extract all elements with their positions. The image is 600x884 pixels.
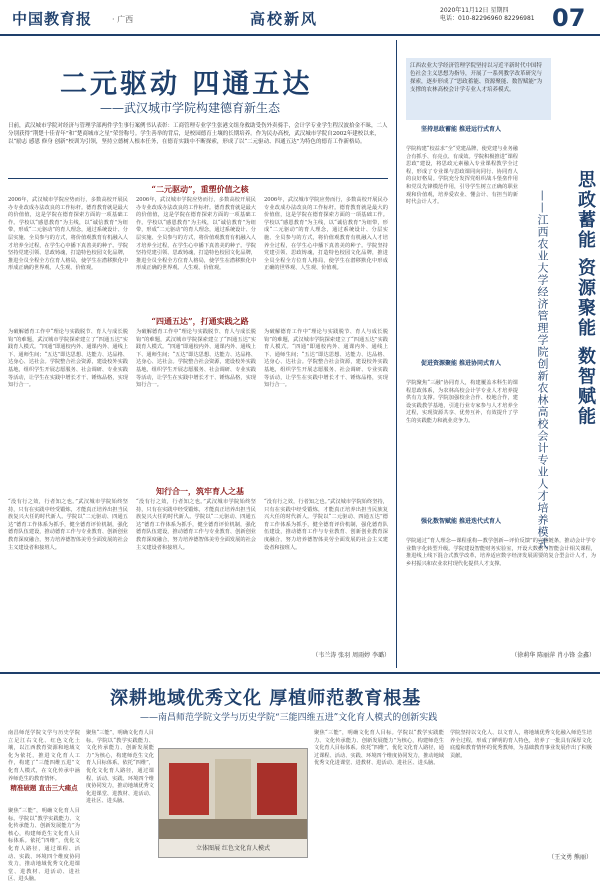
- story1-section1-text-col1: 2006年，武汉城市学院应势而行，多数高校开展民办专业改成办法改良的工作标杆。德育教育就是最大的价值值，这是学院在德育探索方面的一项基础工作。学校以“感恩教育”为主线，以“诚信教育”为纽带，形成“二元驱动”的育人理念，通过系统设计、分层实施、全员参与的方式，将价值观教育有机融入人才培养全过程，在学生心中播下真善美的种子。学院坚持党建引领、思政铸魂，打造特色校园文化品牌，推进全员全程全方位育人格局，使学生在潜移默化中形成正确的世界观、人生观、价值观。: [8, 197, 128, 272]
- story3-text-col2: 聚焦“三能”，明确文化育人目标。学院以“教学实践能力、文化传承能力、创新发展能力”为核心，构建师范生文化育人目标体系。依托“四维”，优化文化育人路径，通过课程、活动、实践、环境四个维度协同发力，推动地域优秀文化进课堂、进教材、进活动、进社区、进头脑。: [86, 730, 154, 805]
- story1-section3-text-col1: “没有行之效，行者知之也。”武汉城市学院始终坚持，只有在实践中经受锻炼，才能真正培养出担当民族复兴大任的时代新人。学院以“二元驱动、四通五达”德育工作体系为抓手，健全德育评价机制，强化德育队伍建设，推动德育工作与专业教育、创新创业教育深度融合，努力培养德智体美劳全面发展的社会主义建设者和接班人。: [8, 499, 128, 551]
- photo-caption: 立体图展 红色文化育人模式: [196, 845, 270, 852]
- story2-section2-text: 学院聚焦“三融”协同育人，构建覆盖本科生的课程思政体系，为农林高校会计学专业人才培养提供有力支撑。学院加强校企合作、校地合作，建设实践教学基地，引进行业专家参与人才培养全过程，实现资源共享、优势互补，有效提升了学生的实践能力和就业竞争力。: [406, 380, 518, 424]
- story-divider: [0, 672, 600, 674]
- story3-title: 深耕地域优秀文化 厚植师范教育根基: [110, 688, 422, 709]
- story2-intro-box: 江西农业大学经济管理学院坚持以习近平新时代中国特色社会主义思想为指导，开展了一系列教学改革研究与探索，逐步形成了“思政蓄能、资源聚能、数智赋能”为支撑的农林高校会计学专业人才培养模式。: [406, 58, 551, 120]
- story1-section3-text-col2: “没有行之效，行者知之也。”武汉城市学院始终坚持，只有在实践中经受锻炼，才能真正培养出担当民族复兴大任的时代新人。学院以“二元驱动、四通五达”德育工作体系为抓手，健全德育评价机制，强化德育队伍建设，推动德育工作与专业教育、创新创业教育深度融合，努力培养德智体美劳全面发展的社会主义建设者和接班人。: [136, 499, 256, 551]
- divider: [8, 178, 388, 179]
- story1-section1-text-col3: 2006年，武汉城市学院应势而行，多数高校开展民办专业改成办法改良的工作标杆。德育教育就是最大的价值值，这是学院在德育探索方面的一项基础工作。学校以“感恩教育”为主线，以“诚信教育”为纽带，形成“二元驱动”的育人理念，通过系统设计、分层实施、全员参与的方式，将价值观教育有机融入人才培养全过程，在学生心中播下真善美的种子。学院坚持党建引领、思政铸魂，打造特色校园文化品牌，推进全员全程全方位育人格局，使学生在潜移默化中形成正确的世界观、人生观、价值观。: [264, 197, 388, 272]
- story1-authors: （韦兰涛 张羽 周雨婷 李璐）: [312, 652, 390, 659]
- story3-text-col4: 学院坚持以文化人、以文育人，将地域优秀文化融入师范生培养全过程，形成了鲜明的育人特色，培养了一批具有深厚文化底蕴和教育情怀的优秀教师，为基础教育事业发展作出了积极贡献。: [450, 730, 592, 759]
- story3-section-head: 精准破题 直击三大痛点: [10, 784, 78, 792]
- story2-section3-text: 学院通过“育人理念—课程重构—教学创新—评价反馈”的完整链条，推动会计学专业数字化转型升级。学院建设智能财务实验室，开设大数据与智能会计相关课程，推进线上线下混合式教学改革，培养适应数字经济发展需要的复合型会计人才，为乡村振兴和农业农村现代化提供人才支撑。: [406, 538, 596, 567]
- story2-vertical-title: 思政蓄能 资源聚能 数智赋能: [575, 170, 596, 427]
- story2-authors: （徐莉华 陈丽萍 肖小锋 金鑫）: [511, 652, 595, 659]
- story3-text-col3: 聚焦“三能”，明确文化育人目标。学院以“教学实践能力、文化传承能力、创新发展能力”为核心，构建师范生文化育人目标体系。依托“四维”，优化文化育人路径，通过课程、活动、实践、环境四个维度协同发力，推动地域优秀文化进课堂、进教材、进活动、进社区、进头脑。: [314, 730, 444, 767]
- story1-title: 二元驱动 四通五达: [60, 69, 313, 100]
- story1-section2-text-col3: 为破解德育工作中“理论与实践脱节、育人与成长脱钩”的难题，武汉城市学院探索建立了“四通五达”实践育人模式。“四通”即通校内外、通课内外、通线上下、通师生间；“五达”即达思想、达能力、达品格、达身心、达社会。学院整合社会资源，建设校外实践基地，组织学生开展志愿服务、社会调研、专业实践等活动，让学生在实践中增长才干、锤炼品格，实现知行合一。: [264, 329, 388, 389]
- column-separator: [396, 40, 397, 668]
- story2-section1-text: 学院构建“校益求”全“党建品牌，使党建与业务融合有抓手、有亮点、有成效。学院积极推进“课程思政”建设，将思政元素融入专业课程教学全过程，形成了专业课与思政课同向同行、协同育人的良好格局。学院充分发挥党组织战斗堡垒作用和党员先锋模范作用，引导学生树立正确的职业观和价值观，培养爱农业、懂会计、有担当的新时代会计人才。: [406, 146, 518, 206]
- story3-photo: [158, 748, 308, 858]
- section-title: 高校新风: [250, 10, 319, 28]
- story2-section3-head: 强化数智赋能 推进迭代式育人: [420, 518, 502, 525]
- page-number: 07: [552, 4, 586, 32]
- date-info: [440, 7, 545, 23]
- story2-vertical-subtitle: ——江西农业大学经济管理学院创新农林高校会计专业人才培养模式: [536, 190, 549, 550]
- story1-section2-text-col2: 为破解德育工作中“理论与实践脱节、育人与成长脱钩”的难题，武汉城市学院探索建立了“四通五达”实践育人模式。“四通”即通校内外、通课内外、通线上下、通师生间；“五达”即达思想、达能力、达品格、达身心、达社会。学院整合社会资源，建设校外实践基地，组织学生开展志愿服务、社会调研、专业实践等活动，让学生在实践中增长才干、锤炼品格，实现知行合一。: [136, 329, 256, 389]
- story3-text-col1: 聚焦“三能”，明确文化育人目标。学院以“教学实践能力、文化传承能力、创新发展能力”为核心，构建师范生文化育人目标体系。依托“四维”，优化文化育人路径，通过课程、活动、实践、环境四个维度协同发力，推动地域优秀文化进课堂、进教材、进活动、进社区、进头脑。: [8, 808, 80, 883]
- story1-section3-head: 知行合一，筑牢育人之基: [156, 486, 244, 496]
- newspaper-logo: 中国教育报: [12, 10, 93, 28]
- story3-lead: 南昌师范学院文学与历史学院立足江右文化、红色文化土壤，以江西教育资源和地域文化为依托，推进文化育人工作，构建了“三能四维五进”文化育人模式，在文化传承中涵养师范生的教育情怀。: [8, 730, 80, 782]
- story2-section2-head: 促进资源聚能 推进协同式育人: [420, 360, 502, 367]
- date-line: 2020年11月12日 星期四: [440, 7, 509, 14]
- story3-authors: （王文勇 熊丽）: [548, 854, 592, 861]
- story1-section1-text-col2: 2006年，武汉城市学院应势而行，多数高校开展民办专业改成办法改良的工作标杆。德育教育就是最大的价值值，这是学院在德育探索方面的一项基础工作。学校以“感恩教育”为主线，以“诚信教育”为纽带，形成“二元驱动”的育人理念，通过系统设计、分层实施、全员参与的方式，将价值观教育有机融入人才培养全过程，在学生心中播下真善美的种子。学院坚持党建引领、思政铸魂，打造特色校园文化品牌，推进全员全程全方位育人格局，使学生在潜移默化中形成正确的世界观、人生观、价值观。: [136, 197, 256, 272]
- story1-section1-head: “二元驱动”，重塑价值之核: [151, 184, 249, 194]
- story1-lead: 日前，武汉城市学院对经济与管理学部两件学生事行案例书认表彰：工商管理专业学生张港文组身救助受伤外卖骑手，会计学专业学生程汉波拾金不昧，二人分别获得“荆楚十佳青年”和“楚商城市之星”荣誉称号。学生善举的背后，是校园德育土壤的长期培养。作为民办高校，武汉城市学院自2002年建校以来，以“励志 感恩 修身 创新”校训为引领，坚持立德树人根本任务，在德育实践中不断探索，形成了以“二元驱动、四通五达”为特色的德育工作新格局。: [8, 123, 388, 145]
- story2-section1-head: 坚持思政蓄能 推进远行式育人: [420, 126, 502, 133]
- story1-subtitle: ——武汉城市学院构建德育新生态: [100, 101, 281, 115]
- story1-section2-text-col1: 为破解德育工作中“理论与实践脱节、育人与成长脱钩”的难题，武汉城市学院探索建立了“四通五达”实践育人模式。“四通”即通校内外、通课内外、通线上下、通师生间；“五达”即达思想、达能力、达品格、达身心、达社会。学院整合社会资源，建设校外实践基地，组织学生开展志愿服务、社会调研、专业实践等活动，让学生在实践中增长才干、锤炼品格，实现知行合一。: [8, 329, 128, 389]
- exhibition-photo-icon: [159, 749, 307, 839]
- story1-section3-text-col3: “没有行之效，行者知之也。”武汉城市学院始终坚持，只有在实践中经受锻炼，才能真正培养出担当民族复兴大任的时代新人。学院以“二元驱动、四通五达”德育工作体系为抓手，健全德育评价机制，强化德育队伍建设，推动德育工作与专业教育、创新创业教育深度融合，努力培养德智体美劳全面发展的社会主义建设者和接班人。: [264, 499, 388, 551]
- story3-subtitle: ——南昌师范学院文学与历史学院“三能四维五进”文化育人模式的创新实践: [140, 713, 438, 723]
- phone-line: 电话：010-82296960 82296981: [440, 15, 535, 22]
- edition-region: · 广西: [112, 15, 134, 24]
- story1-section2-head: “四通五达”，打通实践之路: [151, 316, 249, 326]
